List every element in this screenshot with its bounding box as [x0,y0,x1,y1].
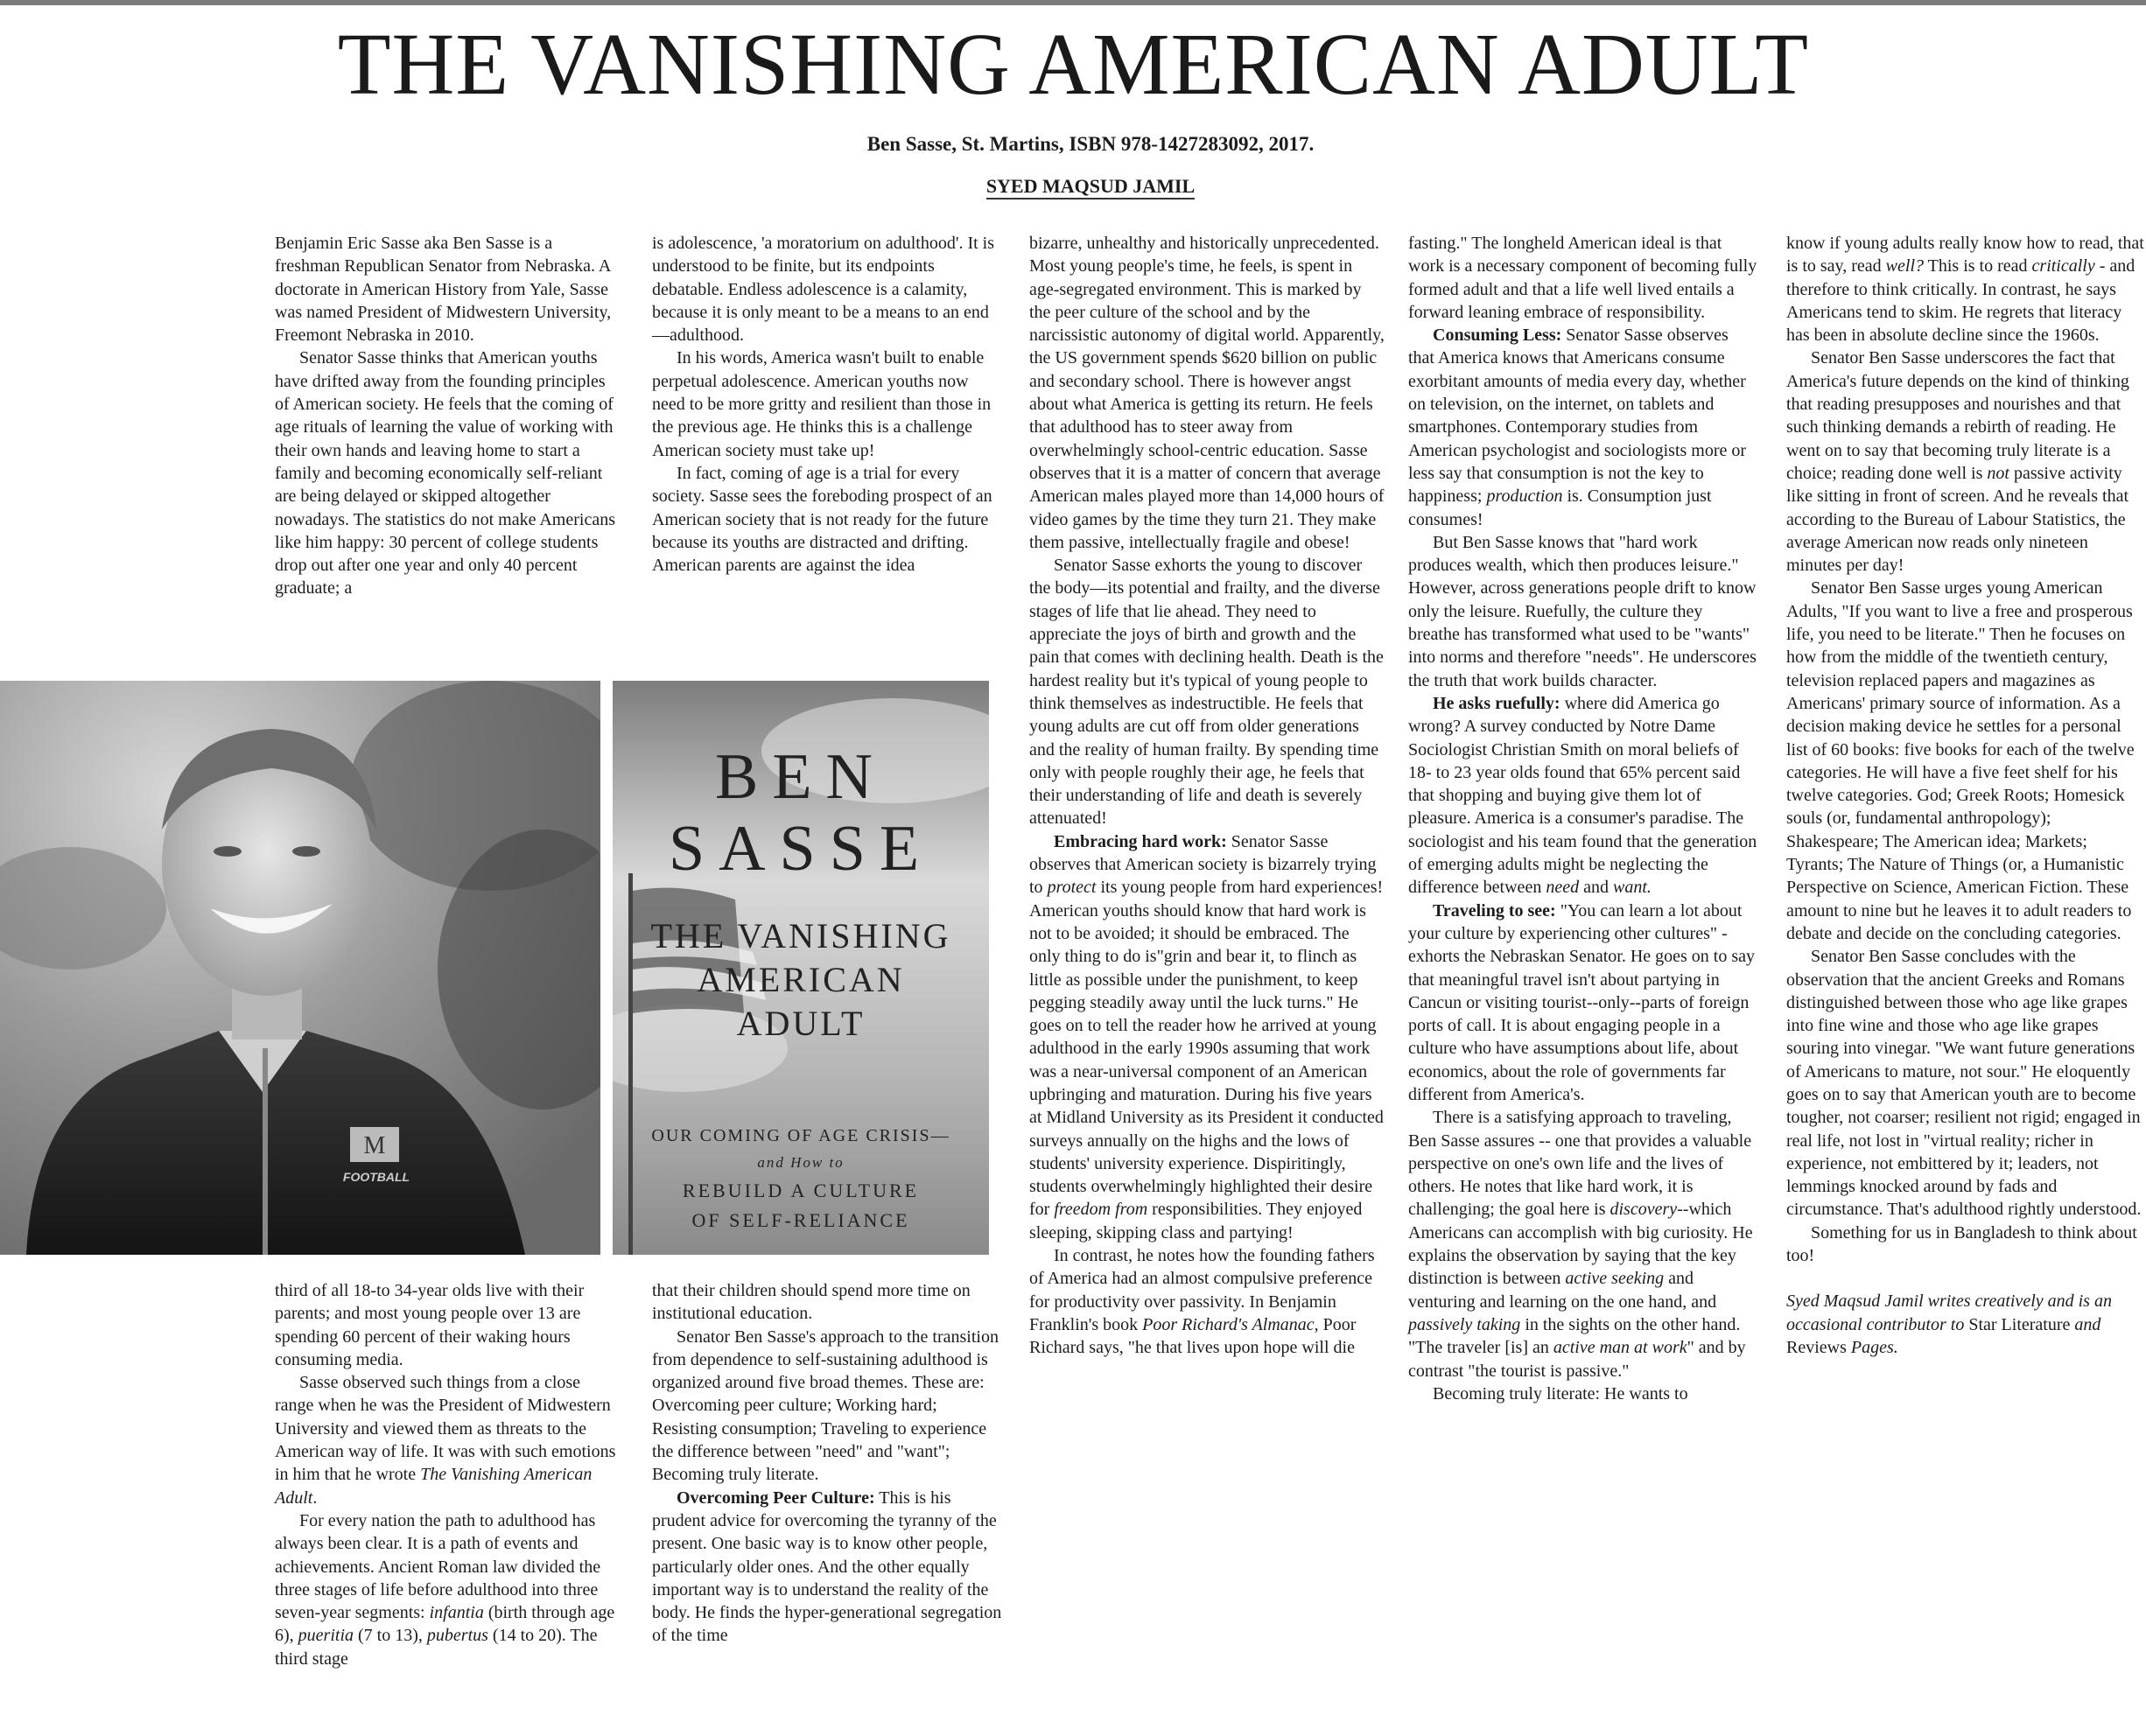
column-4 [1408,232,1758,1405]
paragraph: In fact, coming of age is a trial for every society. Sasse sees the foreboding prospect of an American society that is not ready for the future because its youths are distracted and drifting. American parents are against the idea [652,463,992,576]
paragraph: Becoming truly literate: He wants to [1433,1383,1688,1404]
cover-subtitle-line-2: and How to [757,1154,845,1171]
headline: THE VANISHING AMERICAN ADULT [337,15,1809,113]
svg-text:M: M [363,1132,386,1159]
paragraph: Sasse observed such things from a close range when he was the President of Midwestern University and viewed them as threats to the American way of life. It was with such emotions in him that he wrote The Vanishing American Adult. [275,1373,616,1508]
paragraph: There is a satisfying approach to traveling, Ben Sasse assures -- one that provides a valuable perspective on one's own life and the lives of others. He notes that like hard work, it is challenging; the goal here is discovery--which Americans can accomplish with big curiosity. He explains the observation by saying that the key distinction is between active seeking and venturing and learning on the one hand, and passively taking in the sights on the other hand. "The traveler [is] an active man at work" and by contrast "the tourist is passive." [1408,1108,1753,1381]
paragraph: Consuming Less: Senator Sasse observes that America knows that Americans consume exorbitant amounts of media every day, whether on television, on the internet, on tablets and smartphones. Contemporary studies from American psychologist and sociologists more or less say that consumption is not the key to happiness; production is. Consumption just consumes! [1408,326,1747,529]
cover-title-line-3: ADULT [736,1004,866,1043]
cover-subtitle-line-3: REBUILD A CULTURE [682,1180,920,1201]
paragraph: Overcoming Peer Culture: This is his prudent advice for overcoming the tyranny of the present. One basic way is to know other people, particularly older ones. And the other equally important way is to understand the reality of the body. He finds the hyper-generational segregation of the time [652,1488,1002,1646]
paragraph: In his words, America wasn't built to enable perpetual adolescence. American youths now need to be more gritty and resilient than those in the previous age. He thinks this is a challenge American society must take up! [652,348,992,460]
top-rule [0,0,2146,5]
paragraph: Benjamin Eric Sasse aka Ben Sasse is a freshman Republican Senator from Nebraska. A doctorate in American History from Yale, Sasse was named President of Midwestern University, Freemont Nebraska in 2010. [275,234,612,346]
paragraph: Senator Sasse exhorts the young to discover the body—its potential and frailty, and the diverse stages of life that lie ahead. They need to appreciate the joys of birth and growth and the pain that comes with declining health. Death is the hardest reality but it's typical of young people to think themselves as indestructible. He feels that young adults are cut off from older generations and the reality of human frailty. By spending time only with people roughly their age, he feels that their understanding of life and death is severely attenuated! [1029,556,1384,829]
cover-subtitle-line-1: OUR COMING OF AGE CRISIS— [651,1126,950,1145]
paragraph: third of all 18-to 34-year olds live with their parents; and most young people over 13 are spending 60 percent of their waking hours consuming media. [275,1281,585,1369]
byline [0,173,2146,200]
section-heading: Embracing hard work: [1054,831,1227,851]
paragraph: Embracing hard work: Senator Sasse observes that American society is bizarrely trying to protect its young people from hard experiences! American youths should know that hard work is not to be avoided; it should be embraced. The only thing to do is"grin and bear it, to flinch as little as possible under the punishment, to keep pegging steadily away until the luck turns." He goes on to tell the reader how he arrived at young adulthood in the early 1990s assuming that work was a near-universal component of an American upbringing and maturation. During his five years at Midland University as its President it conducted surveys annually on the highs and the lows of students' university experience. Dispiritingly, students overwhelmingly highlighted their desire for freedom from responsibilities. They enjoyed sleeping, skipping class and partying! [1029,831,1384,1242]
column-3 [1029,232,1385,1360]
paragraph: Traveling to see: "You can learn a lot about your culture by experiencing other cultures" -exhorts the Nebraskan Senator. He goes on to say that meaningful travel isn't about partying in Cancun or visiting tourist--only--parts of foreign ports of call. It is about engaging people in a culture who have assumptions about life, about economics, about the role of governments far different from America's. [1408,900,1756,1104]
paragraph: Something for us in Bangladesh to think about too! [1786,1222,2137,1266]
author-note: Syed Maqsud Jamil writes creatively and is an occasional contributor to Star Literature and Reviews Pages. [1786,1292,2112,1357]
section-heading: Overcoming Peer Culture: [677,1488,875,1508]
cover-author-line-1: BEN [715,741,887,813]
column-1-top [275,232,618,600]
book-info: Ben Sasse, St. Martins, ISBN 978-1427283092, 2017. [866,133,1315,155]
paragraph: In contrast, he notes how the founding fathers of America had an almost compulsive preference for productivity over passivity. In Benjamin Franklin's book Poor Richard's Almanac, Poor Richard says, "he that lives upon hope will die [1029,1246,1375,1358]
byline-name: SYED MAQSUD JAMIL [986,175,1195,200]
cover-subtitle-line-4: OF SELF-RELIANCE [691,1209,910,1231]
paragraph: For every nation the path to adulthood has always been clear. It is a path of events and achievements. Ancient Roman law divided the three stages of life before adulthood into three seven-year segments: infantia (birth through age 6), pueritia (7 to 13), pubertus (14 to 20). The third stage [275,1510,615,1669]
jacket-logo: FOOTBALL [342,1170,410,1184]
column-2-bottom [652,1279,1002,1648]
column-1-bottom [275,1279,618,1670]
paragraph: that their children should spend more time on institutional education. [652,1281,971,1324]
author-photo [0,681,600,1255]
cover-title-line-2: AMERICAN [697,960,905,999]
paragraph: Senator Sasse thinks that American youths have drifted away from the founding principles of American society. He feels that the coming of age rituals of learning the value of working with their own hands and leaving home to start a family and becoming economically self-reliant are being delayed or skipped altogether nowadays. The statistics do not make Americans like him happy: 30 percent of college students drop out after one year and only 40 percent graduate; a [275,348,615,598]
paragraph: Senator Ben Sasse's approach to the transition from dependence to self-sustaining adulthood is organized around five broad themes. These are: Overcoming peer culture; Working hard; Resisting consumption; Traveling to experience the difference between "need" and "want"; Becoming truly literate. [652,1326,999,1485]
paragraph: But Ben Sasse knows that "hard work produces wealth, which then produces leisure." However, across generations people drift to know only the leisure. Ruefully, the culture they breathe has transformed what used to be "wants" into norms and therefore "needs". He underscores the truth that work builds character. [1408,532,1757,690]
paragraph: Senator Ben Sasse urges young American Adults, "If you want to live a free and prosperous life, you need to be literate." Then he focuses on how from the middle of the twentieth century, television replaced papers and magazines as Americans' primary source of information. As a decision making device he settles for a personal list of 60 books: five books for each of the twelve categories. He will have a five feet shelf for his twelve categories. God; Greek Roots; Homesick souls (or, fundamental anthropology); Shakespeare; The American idea; Markets; Tyrants; The Nature of Things (or, a Humanistic Perspective on Science, American Fiction. These amount to nine but he leaves it to adult readers to debate and decide on the concluding categories. [1786,578,2135,943]
section-heading: Consuming Less: [1433,326,1562,346]
cover-title-line-1: THE VANISHING [650,916,951,956]
section-heading: He asks ruefully: [1433,693,1560,713]
paragraph: know if young adults really know how to read, that is to say, read well? This is to read critically - and therefore to think critically. In contrast, he says Americans tend to skim. He regrets that literacy has been in absolute decline since the 1960s. [1786,234,2144,346]
cover-author-line-2: SASSE [668,813,934,885]
paragraph: fasting." The longheld American ideal is that work is a necessary component of becoming fully formed adult and that a life well lived entails a forward leaning embrace of responsibility. [1408,234,1757,322]
book-cover [613,681,989,1255]
paragraph: bizarre, unhealthy and historically unprecedented. Most young people's time, he feels, is spent in age-segregated environment. This is marked by the peer culture of the school and by the narcissistic autonomy of digital world. Apparently, the US government spends $620 billion on public and secondary school. There is however angst about what America is getting its return. He feels that adulthood has to steer away from overwhelmingly school-centric education. Sasse observes that it is a matter of concern that average American males played more than 14,000 hours of video games by the time they turn 21. They make them passive, intellectually fragile and obese! [1029,234,1385,552]
paragraph: Senator Ben Sasse concludes with the observation that the ancient Greeks and Romans distinguished between those who age like grapes into fine wine and those who age like grapes souring into vinegar. "We want future generations of Americans to mature, not sour." He eloquently goes on to say that American youth are to become tougher, not coarser; resilient not rigid; engaged in real life, not lost in "virtual reality; richer in experience, not embittered by it; leaders, not lemmings knocked around by fads and circumstance. That's adulthood rightly understood. [1786,947,2142,1220]
column-2-top [652,232,1002,577]
paragraph: He asks ruefully: where did America go wrong? A survey conducted by Notre Dame Sociologist Christian Smith on moral beliefs of 18- to 23 year olds found that 65% percent said that shopping and buying give them lot of pleasure. America is a consumer's paradise. The sociologist and his team found that the generation of emerging adults might be neglecting the difference between need and want. [1408,693,1757,898]
section-heading: Traveling to see: [1433,900,1556,920]
paragraph: is adolescence, 'a moratorium on adulthood'. It is understood to be finite, but its endpoints debatable. Endless adolescence is a calamity, because it is only meant to be a means to an end—adulthood. [652,234,994,346]
column-5 [1786,232,2145,1359]
paragraph: Senator Ben Sasse underscores the fact that America's future depends on the kind of thinking that reading presupposes and nourishes and that such thinking demands a rebirth of reading. He went on to say that becoming truly literate is a choice; reading done well is not passive activity like sitting in front of screen. And he reveals that according to the Bureau of Labour Statistics, the average American now reads only nineteen minutes per day! [1786,348,2129,576]
